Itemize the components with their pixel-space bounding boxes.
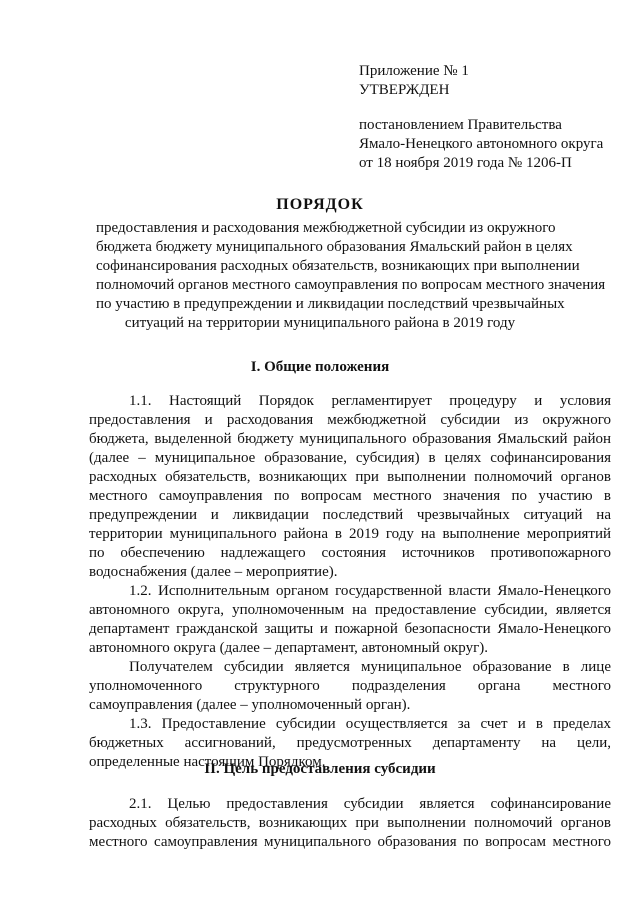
paragraph-line: автономного округа, уполномоченным на предоставление субсидии, является [89,602,611,618]
paragraph-line: (далее – муниципальное образование, субсидия) в целях софинансирования [89,450,611,466]
approval-line: от 18 ноября 2019 года № 1206-П [359,155,572,171]
paragraph-line: уполномоченного структурного подразделения органа местного [89,678,611,694]
approval-line: Ямало-Ненецкого автономного округа [359,136,604,152]
paragraph-line: самоуправления (далее – уполномоченный орган). [89,697,411,713]
section-heading-purpose: II. Цель предоставления субсидии [204,761,436,777]
paragraph-line: местного самоуправления муниципального образования по вопросам местного [89,834,611,850]
paragraph-line: территории муниципального района в 2019 году на выполнение мероприятий [89,526,611,542]
subtitle-line: по участию в предупреждении и ликвидации последствий чрезвычайных [96,296,565,312]
paragraph-line: бюджетных ассигнований, предусмотренных департаменту на цели, [89,735,611,751]
section-heading-general: I. Общие положения [250,359,390,375]
section-general-body [89,392,611,772]
paragraph-line: расходных обязательств, возникающих при выполнении полномочий органов [89,469,611,485]
document-title: ПОРЯДОК [276,196,364,213]
approval-line: постановлением Правительства [359,117,562,133]
subtitle-line: полномочий органов местного самоуправления по вопросам местного значения [96,277,606,293]
appendix-block [359,62,469,100]
paragraph-line: предупреждении и ликвидации последствий чрезвычайных ситуаций на [89,507,611,523]
paragraph-line: расходных обязательств, возникающих при выполнении полномочий органов [89,815,611,831]
paragraph-line: 2.1. Целью предоставления субсидии является софинансирование [129,796,611,812]
approval-block [359,116,603,173]
subtitle-line: софинансирования расходных обязательств, возникающих при выполнении [96,258,580,274]
document-subtitle [96,219,606,333]
paragraph-line: водоснабжения (далее – мероприятие). [89,564,338,580]
paragraph-line: департамент гражданской защиты и пожарной безопасности Ямало-Ненецкого [89,621,611,637]
subtitle-line: бюджета бюджету муниципального образования Ямальский район в целях [96,239,573,255]
subtitle-line: ситуаций на территории муниципального района в 2019 году [124,315,516,331]
paragraph-line: Получателем субсидии является муниципальное образование в лице [129,659,611,675]
paragraph-line: по обеспечению надлежащего состояния источников противопожарного [89,545,611,561]
paragraph-line: местного самоуправления по вопросам местного значения по участию в [89,488,611,504]
approved-label: УТВЕРЖДЕН [359,82,450,98]
paragraph-line: 1.1. Настоящий Порядок регламентирует процедуру и условия [129,393,611,409]
paragraph-line: определенные настоящим Порядком. [89,754,326,770]
paragraph-line: автономного округа (далее – департамент, автономный округ). [89,640,488,656]
subtitle-line: предоставления и расходования межбюджетной субсидии из окружного [96,220,556,236]
section-purpose-body [89,795,611,852]
paragraph-line: предоставления и расходования межбюджетной субсидии из окружного [89,412,611,428]
paragraph-line: бюджета, выделенной бюджету муниципального образования Ямальский район [89,431,611,447]
appendix-number: Приложение № 1 [359,63,469,79]
paragraph-line: 1.3. Предоставление субсидии осуществляется за счет и в пределах [129,716,611,732]
paragraph-line: 1.2. Исполнительным органом государственной власти Ямало-Ненецкого [129,583,611,599]
